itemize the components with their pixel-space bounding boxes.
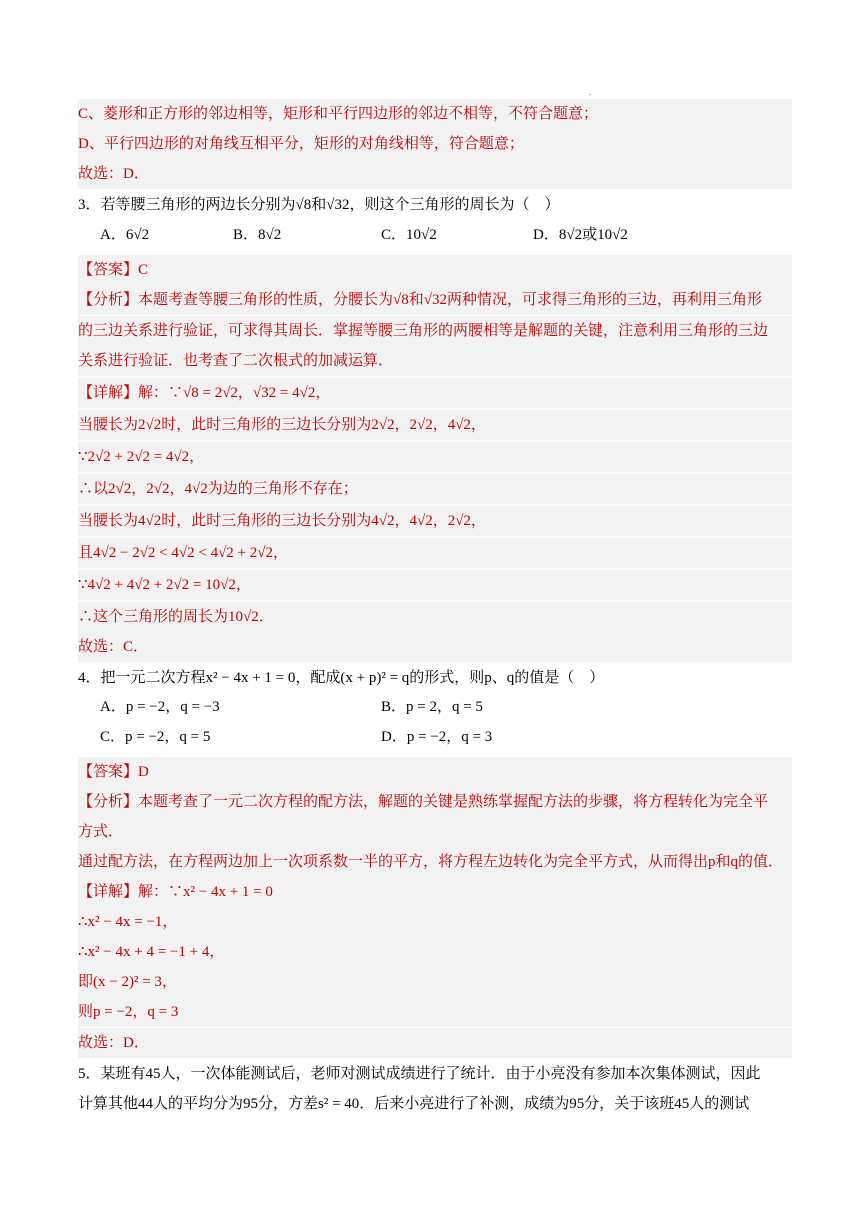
q2-option-d-explanation: D、平行四边形的对角线互相平分，矩形的对角线相等，符合题意； — [78, 129, 792, 159]
q3-detail-line: ∵2√2 + 2√2 = 4√2， — [78, 442, 792, 472]
q5-stem-line1: 5．某班有45人，一次体能测试后，老师对测试成绩进行了统计．由于小亮没有参加本次集体测试，因此 — [78, 1066, 761, 1082]
q3-detail-line: 当腰长为2√2时，此时三角形的三边长分别为2√2，2√2，4√2， — [78, 410, 792, 440]
q3-detail-line: 当腰长为4√2时，此时三角形的三边长分别为4√2，4√2，2√2， — [78, 506, 792, 536]
q3-detail-line: ∵4√2 + 4√2 + 2√2 = 10√2， — [78, 570, 792, 600]
q4-detail-line: 则p = −2，q = 3 — [78, 997, 792, 1027]
q3-detail-line: ∴这个三角形的周长为10√2． — [78, 602, 792, 632]
q3-stem: 3．若等腰三角形的两边长分别为√8和√32，则这个三角形的周长为（ ） — [78, 197, 560, 213]
q4-option-a: A．p = −2，q = −3 — [100, 699, 220, 715]
q3-option-d: D．8√2或10√2 — [533, 227, 628, 243]
q4-detail-line: 【详解】解：∵x² − 4x + 1 = 0 — [78, 877, 792, 907]
q4-choose: 故选：D． — [78, 1028, 792, 1058]
q4-option-b: B．p = 2，q = 5 — [381, 699, 483, 715]
q3-option-b: B．8√2 — [233, 227, 282, 243]
q3-detail-line: 且4√2 − 2√2 < 4√2 < 4√2 + 2√2， — [78, 538, 792, 568]
q2-option-c-explanation: C、菱形和正方形的邻边相等，矩形和平行四边形的邻边不相等，不符合题意； — [78, 99, 792, 129]
q3-detail-line: 【详解】解：∵√8 = 2√2，√32 = 4√2， — [78, 378, 792, 408]
q4-detail-line: ∴x² − 4x + 4 = −1 + 4， — [78, 937, 792, 967]
q3-choose: 故选：C． — [78, 632, 792, 662]
q4-analysis-line1: 【分析】本题考查了一元二次方程的配方法，解题的关键是熟练掌握配方法的步骤，将方程转化为完全平 — [78, 787, 792, 817]
q4-analysis-line3: 通过配方法，在方程两边加上一次项系数一半的平方，将方程左边转化为完全平方式，从而得出p和q的值． — [78, 847, 792, 877]
q3-option-c: C．10√2 — [381, 227, 437, 243]
q2-choose: 故选：D． — [78, 159, 792, 189]
q4-detail-line: ∴x² − 4x = −1， — [78, 907, 792, 937]
q4-answer: 【答案】D — [78, 757, 792, 787]
q3-analysis-line3: 关系进行验证．也考查了二次根式的加减运算． — [78, 346, 792, 376]
q3-option-a: A．6√2 — [100, 227, 150, 243]
q3-detail-line: ∴以2√2，2√2，4√2为边的三角形不存在； — [78, 474, 792, 504]
page-dot: . — [589, 88, 591, 97]
q4-detail-line: 即(x − 2)² = 3， — [78, 967, 792, 997]
q5-stem-line2: 计算其他44人的平均分为95分，方差s² = 40．后来小亮进行了补测，成绩为95分，关于该班45人的测试 — [78, 1096, 750, 1112]
q4-stem: 4．把一元二次方程x² − 4x + 1 = 0，配成(x + p)² = q的形式，则p、q的值是（ ） — [78, 670, 605, 686]
q3-analysis-line2: 的三边关系进行验证，可求得其周长．掌握等腰三角形的两腰相等是解题的关键，注意利用三角形的三边 — [78, 316, 792, 346]
q4-option-d: D．p = −2，q = 3 — [381, 729, 493, 745]
q4-analysis-line2: 方式． — [78, 817, 792, 847]
q3-answer: 【答案】C — [78, 255, 792, 285]
q4-option-c: C．p = −2，q = 5 — [100, 729, 211, 745]
q3-analysis-line1: 【分析】本题考查等腰三角形的性质，分腰长为√8和√32两种情况，可求得三角形的三边，再利用三角形 — [78, 285, 792, 315]
